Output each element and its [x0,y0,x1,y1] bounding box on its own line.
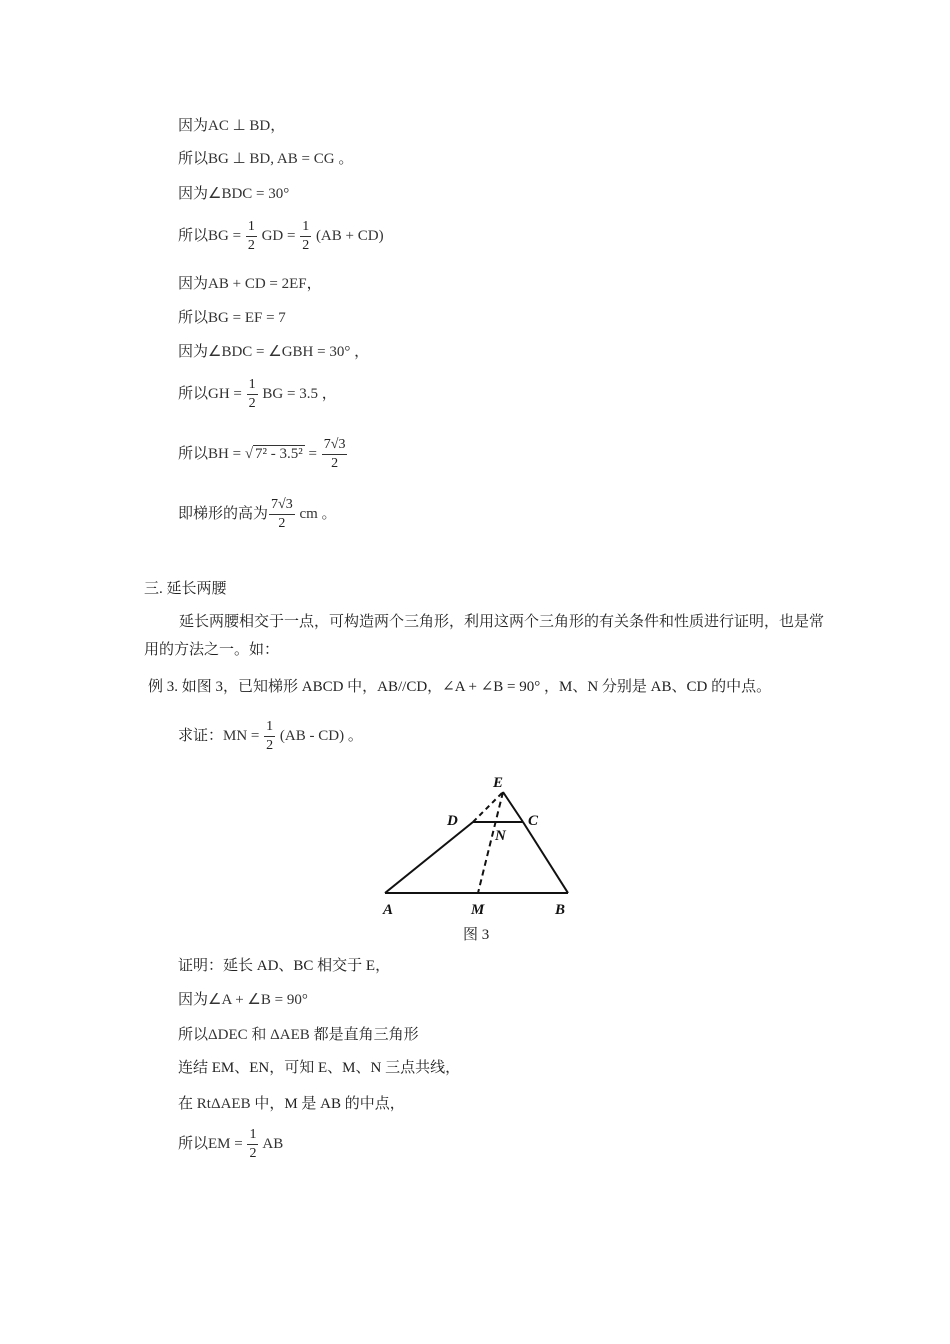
text: 在 [178,1096,197,1112]
math-expr: AB [259,1135,284,1152]
text: 所以 [178,445,209,462]
proof-line-b1: 证明：延长 AD、BC 相交于 E， [178,958,391,974]
segment-BC [523,822,568,893]
proof-line-4 [178,220,384,253]
text: ， [350,344,370,360]
proof-line-b2 [178,989,308,1011]
math-expr: ∠BDC = ∠GBH = 30° [208,344,351,360]
math-expr: AB + CD = 2EF [208,276,307,292]
label-C: C [528,813,539,829]
text: 所以 [178,227,209,244]
proof-line-b5 [178,1093,405,1115]
math-expr: ∠A + ∠B = 90° [208,992,308,1008]
proof-line-5 [178,273,322,295]
proof-line-b4: 连结 EM、EN，可知 E、M、N 三点共线， [178,1060,461,1076]
denominator: 2 [247,238,255,253]
text: 求证： [178,727,224,744]
proof-line-9 [178,438,348,471]
text: 所以 [178,385,209,402]
denominator: 2 [322,454,348,471]
proof-line-8 [178,378,337,411]
text: 都是直角三角形 [309,1027,419,1043]
text: 因为 [178,276,209,292]
math-expr: BG = [208,227,245,244]
text: 中，M 是 AB 的中点， [250,1096,405,1112]
denominator: 2 [266,738,274,753]
radicand: 7² - 3.5² [255,445,303,462]
label-N: N [495,828,506,844]
math-expr: (AB + CD) [312,227,384,244]
fraction [322,438,348,471]
math-expr: RtΔAEB [196,1096,251,1112]
text: 所以 [178,151,209,167]
example-statement: 例 3. 如图 3，已知梯形 ABCD 中，AB//CD，∠A + ∠B = 90° ，M、N 分别是 AB、CD 的中点。 [148,679,772,695]
numerator: 1 [247,219,255,234]
text: ， [270,118,286,134]
text: 所以 [178,1027,209,1043]
numerator: 1 [302,219,310,234]
denominator: 2 [302,238,310,253]
math-expr: AC ⊥ BD [208,118,271,134]
label-M: M [471,902,485,918]
proof-line-7 [178,341,369,363]
paragraph: 延长两腰相交于一点，可构造两个三角形，利用这两个三角形的有关条件和性质进行证明，也是常用的方法之一。如： [144,614,825,658]
fraction [269,498,295,531]
denominator: 2 [269,514,295,531]
text: 因为 [178,186,209,202]
fraction [264,720,275,753]
math-expr: = [304,445,321,462]
label-E: E [493,775,504,791]
math-expr: GH = [208,385,246,402]
proof-line-1 [178,115,285,137]
proof-line-6 [178,307,286,329]
segment-CE [503,792,523,822]
math-expr: GD = [257,227,300,244]
fraction [247,378,258,411]
math-expr: ΔDEC 和 ΔAEB [208,1027,310,1043]
sqrt-symbol: √ [244,445,254,462]
text: 所以 [178,310,209,326]
proof-line-b6 [178,1128,283,1161]
math-expr: ∠BDC = 30° [208,186,290,202]
fraction [247,1128,258,1161]
text: 即梯形的高为 [178,505,269,522]
text: ， [306,276,322,292]
numerator: 1 [249,1127,257,1142]
math-expr: (AB - CD) [276,727,345,744]
label-D: D [447,813,458,829]
numerator: 1 [248,377,256,392]
segment-AD [385,822,473,893]
numerator: 1 [266,719,274,734]
math-expr: BG = 3.5 [258,385,318,402]
fraction [246,220,257,253]
text: 。 [344,727,363,744]
proof-line-2 [178,148,353,170]
proof-line-3 [178,183,289,205]
text: 因为 [178,344,209,360]
numerator: 7√3 [271,497,293,512]
proof-line-b3 [178,1024,419,1046]
math-expr: MN = [223,727,264,744]
prove-statement [178,720,363,753]
figure-3-diagram [375,765,585,925]
numerator: 7√3 [323,437,346,452]
math-expr: BG = EF = 7 [208,310,286,326]
figure-caption: 图 3 [463,927,490,943]
math-expr: BG ⊥ BD, AB = CG [208,151,335,167]
text: 因为 [178,118,209,134]
text: ， [317,385,337,402]
text: 。 [334,151,354,167]
math-expr: cm 。 [295,505,337,522]
math-expr: BH = [208,445,245,462]
text: 所以 [178,1135,209,1152]
denominator: 2 [249,1146,257,1161]
denominator: 2 [248,396,256,411]
text: 因为 [178,992,209,1008]
proof-line-10 [178,498,337,531]
fraction [300,220,311,253]
math-expr: EM = [208,1135,247,1152]
label-B: B [555,902,566,918]
label-A: A [383,902,394,918]
section-heading: 三. 延长两腰 [144,581,227,597]
